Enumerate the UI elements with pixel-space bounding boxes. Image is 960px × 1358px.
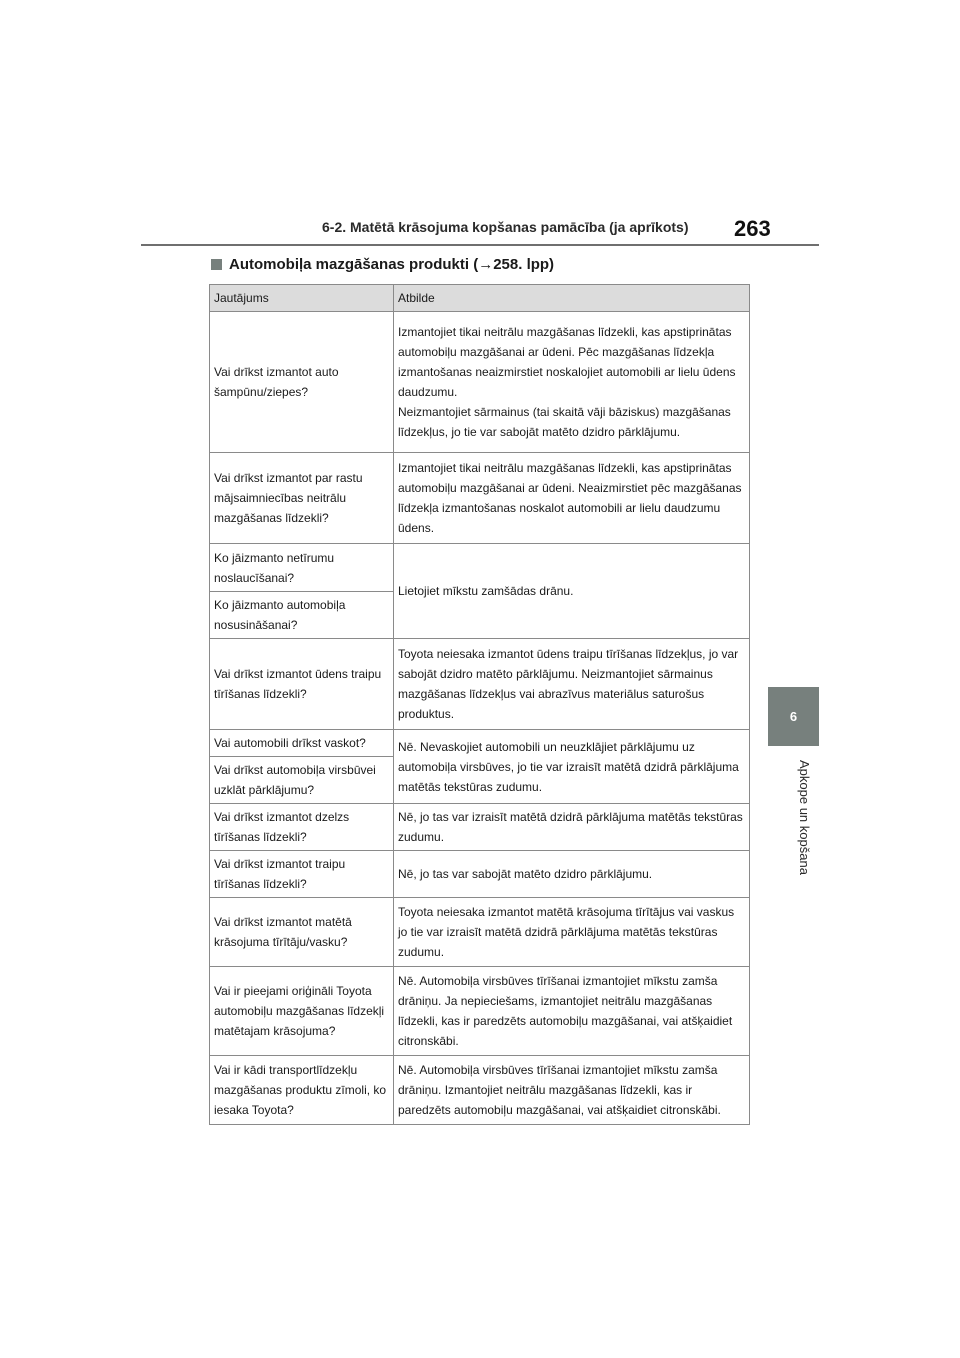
chapter-tab: 6 (768, 687, 819, 746)
faq-table (209, 284, 750, 1125)
answer-cell: Lietojiet mīkstu zamšādas drānu. (394, 544, 750, 639)
answer-cell: Nē, jo tas var izraisīt matētā dzidrā pārklājuma matētās tekstūras zudumu. (394, 804, 750, 851)
answer-cell: Toyota neiesaka izmantot matētā krāsojuma tīrītājus vai vaskus jo tie var izraisīt matētā dzidrā pārklājuma matētās tekstūras zudumu. (394, 898, 750, 967)
question-cell: Vai drīkst izmantot matētā krāsojuma tīrītāju/vasku? (210, 898, 394, 967)
question-cell: Vai automobili drīkst vaskot? (210, 730, 394, 757)
table-row (210, 544, 750, 592)
answer-paragraph: Izmantojiet tikai neitrālu mazgāšanas līdzekli, kas apstiprinātas automobiļu mazgāšanai ar ūdeni. Pēc mazgāšanas līdzekļa izmantošanas neaizmirstiet noskalojiet automobili ar lielu ūdens daudzumu. (398, 325, 736, 399)
table-row (210, 1056, 750, 1125)
running-header-title: 6-2. Matētā krāsojuma kopšanas pamācība (ja aprīkots) (322, 219, 689, 235)
answer-cell: Toyota neiesaka izmantot ūdens traipu tīrīšanas līdzekļus, jo var sabojāt dzidro matēto pārklājumu. Neizmantojiet sārmainus mazgāšanas līdzekļus vai abrazīvus materiālus saturošus produktus. (394, 639, 750, 730)
question-cell: Vai drīkst automobiļa virsbūvei uzklāt pārklājumu? (210, 757, 394, 804)
chapter-tab-label: Apkope un kopšana (797, 760, 812, 875)
answer-paragraph: Neizmantojiet sārmainus (tai skaitā vāji bāziskus) mazgāšanas līdzekļus, jo tie var sabojāt matēto dzidro pārklājumu. (398, 405, 731, 439)
question-cell: Vai ir kādi transportlīdzekļu mazgāšanas produktu zīmoli, ko iesaka Toyota? (210, 1056, 394, 1125)
question-cell: Ko jāizmanto netīrumu noslaucīšanai? (210, 544, 394, 592)
answer-cell: Nē, jo tas var sabojāt matēto dzidro pārklājumu. (394, 851, 750, 898)
answer-cell: Nē. Automobiļa virsbūves tīrīšanai izmantojiet mīkstu zamša drāniņu. Ja nepieciešams, izmantojiet neitrālu mazgāšanas līdzekli, kas ir paredzēts automobiļu mazgāšanai, vai atšķaidiet citronskābi. (394, 967, 750, 1056)
table-row (210, 730, 750, 757)
question-cell: Vai drīkst izmantot auto šampūnu/ziepes? (210, 312, 394, 453)
header-divider (141, 244, 819, 246)
table-row (210, 967, 750, 1056)
section-heading (211, 256, 554, 273)
table-row (210, 898, 750, 967)
answer-cell: Nē. Nevaskojiet automobili un neuzklājiet pārklājumu uz automobiļa virsbūves, jo tie var izraisīt matētā dzidrā pārklājuma matētās tekstūras zudumu. (394, 730, 750, 804)
section-heading-text: Automobiļa mazgāšanas produkti ( (229, 256, 479, 273)
arrow-right-icon: → (478, 256, 494, 273)
question-cell: Ko jāizmanto automobiļa nosusināšanai? (210, 592, 394, 639)
question-cell: Vai drīkst izmantot dzelzs tīrīšanas līdzekli? (210, 804, 394, 851)
question-cell: Vai drīkst izmantot par rastu mājsaimniecības neitrālu mazgāšanas līdzekli? (210, 453, 394, 544)
answer-cell: Nē. Automobiļa virsbūves tīrīšanai izmantojiet mīkstu zamša drāniņu. Izmantojiet neitrālu mazgāšanas līdzekli, kas ir paredzēts automobiļu mazgāšanai, vai atšķaidiet citronskābi. (394, 1056, 750, 1125)
page-number: 263 (734, 216, 771, 241)
answer-cell (394, 312, 750, 453)
column-header-answer: Atbilde (394, 285, 750, 312)
table-row (210, 851, 750, 898)
question-cell: Vai drīkst izmantot traipu tīrīšanas līdzekli? (210, 851, 394, 898)
table-row (210, 453, 750, 544)
section-heading-ref: 258. lpp) (493, 256, 555, 273)
column-header-question: Jautājums (210, 285, 394, 312)
question-cell: Vai ir pieejami oriģināli Toyota automobiļu mazgāšanas līdzekļi matētajam krāsojuma? (210, 967, 394, 1056)
square-bullet-icon (211, 259, 222, 270)
table-header-row (210, 285, 750, 312)
table-row (210, 312, 750, 453)
answer-cell: Izmantojiet tikai neitrālu mazgāšanas līdzekli, kas apstiprinātas automobiļu mazgāšanai ar ūdeni. Neaizmirstiet pēc mazgāšanas līdzekļa izmantošanas noskalot automobili ar lielu daudzumu ūdens. (394, 453, 750, 544)
table-row (210, 804, 750, 851)
question-cell: Vai drīkst izmantot ūdens traipu tīrīšanas līdzekli? (210, 639, 394, 730)
table-row (210, 639, 750, 730)
